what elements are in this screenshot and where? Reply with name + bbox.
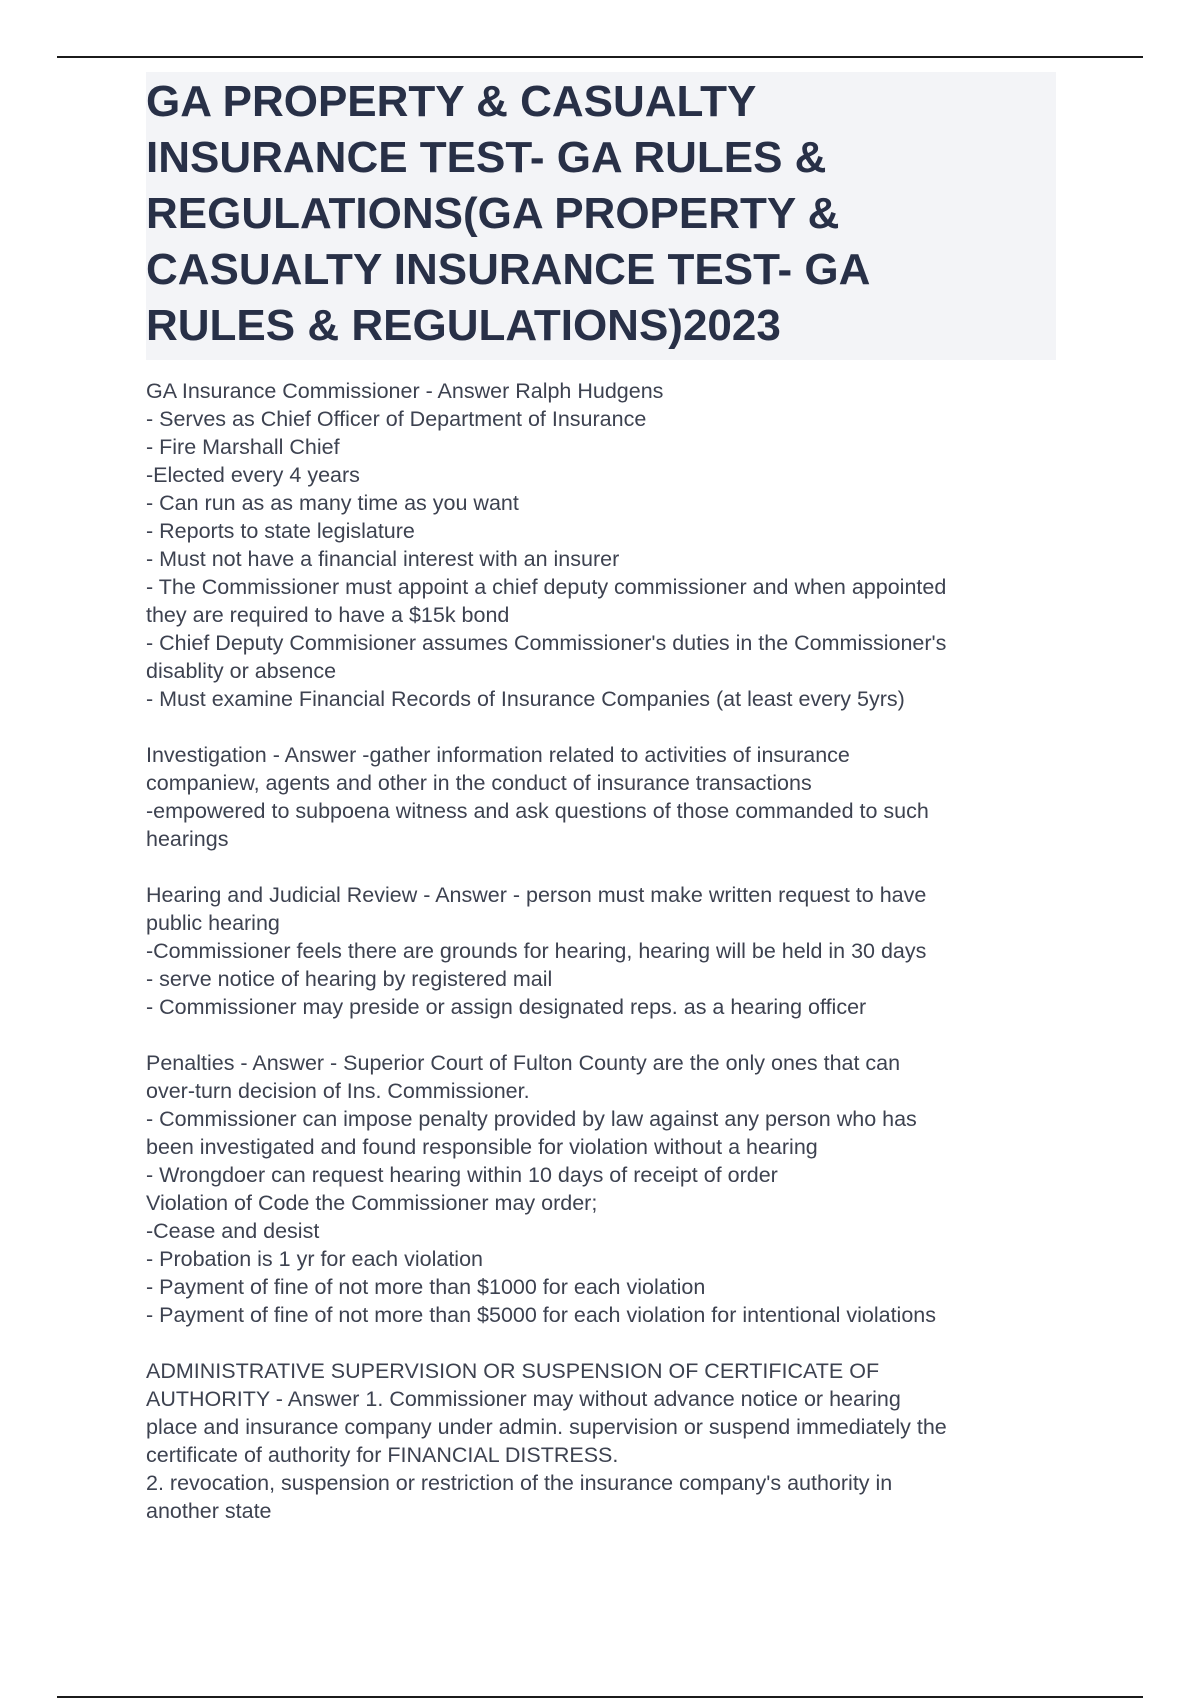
- text-line: - Payment of fine of not more than $1000 for each violation: [146, 1275, 706, 1299]
- section-penalties: [146, 1049, 1066, 1329]
- title-line: RULES & REGULATIONS)2023: [146, 301, 781, 350]
- title-line: CASUALTY INSURANCE TEST- GA: [146, 245, 871, 294]
- text-line: - serve notice of hearing by registered mail: [146, 967, 553, 991]
- text-line: disablity or absence: [146, 659, 337, 683]
- text-line: they are required to have a $15k bond: [146, 603, 510, 627]
- text-line: -empowered to subpoena witness and ask questions of those commanded to such: [146, 799, 929, 823]
- text-line: AUTHORITY - Answer 1. Commissioner may without advance notice or hearing: [146, 1387, 901, 1411]
- text-line: - Chief Deputy Commisioner assumes Commissioner's duties in the Commissioner's: [146, 631, 947, 655]
- text-line: - Reports to state legislature: [146, 519, 415, 543]
- text-line: another state: [146, 1499, 272, 1523]
- text-line: Hearing and Judicial Review - Answer - person must make written request to have: [146, 883, 927, 907]
- text-line: - Must examine Financial Records of Insurance Companies (at least every 5yrs): [146, 687, 905, 711]
- title-line: REGULATIONS(GA PROPERTY &: [146, 189, 840, 238]
- text-line: Investigation - Answer -gather information related to activities of insurance: [146, 743, 850, 767]
- text-line: - Fire Marshall Chief: [146, 435, 340, 459]
- section-commissioner: [146, 377, 1066, 713]
- text-line: over-turn decision of Ins. Commissioner.: [146, 1079, 530, 1103]
- text-line: - Payment of fine of not more than $5000 for each violation for intentional violations: [146, 1303, 936, 1327]
- text-line: Violation of Code the Commissioner may order;: [146, 1191, 598, 1215]
- title-line: GA PROPERTY & CASUALTY: [146, 77, 757, 126]
- text-line: public hearing: [146, 911, 280, 935]
- text-line: - The Commissioner must appoint a chief deputy commissioner and when appointed: [146, 575, 947, 599]
- text-line: GA Insurance Commissioner - Answer Ralph Hudgens: [146, 379, 664, 403]
- document-body: [146, 377, 1066, 1553]
- text-line: -Cease and desist: [146, 1219, 320, 1243]
- text-line: -Commissioner feels there are grounds for hearing, hearing will be held in 30 days: [146, 939, 927, 963]
- bottom-rule: [57, 1696, 1143, 1698]
- section-administrative-supervision: [146, 1357, 1066, 1525]
- text-line: - Wrongdoer can request hearing within 10 days of receipt of order: [146, 1163, 778, 1187]
- text-line: - Commissioner can impose penalty provided by law against any person who has: [146, 1107, 917, 1131]
- section-investigation: [146, 741, 1066, 853]
- text-line: - Probation is 1 yr for each violation: [146, 1247, 483, 1271]
- text-line: companiew, agents and other in the conduct of insurance transactions: [146, 771, 812, 795]
- title-line: INSURANCE TEST- GA RULES &: [146, 133, 827, 182]
- top-rule: [57, 56, 1143, 58]
- text-line: - Serves as Chief Officer of Department of Insurance: [146, 407, 647, 431]
- text-line: 2. revocation, suspension or restriction of the insurance company's authority in: [146, 1471, 893, 1495]
- text-line: - Can run as as many time as you want: [146, 491, 519, 515]
- text-line: - Commissioner may preside or assign designated reps. as a hearing officer: [146, 995, 867, 1019]
- text-line: -Elected every 4 years: [146, 463, 360, 487]
- text-line: hearings: [146, 827, 229, 851]
- text-line: Penalties - Answer - Superior Court of Fulton County are the only ones that can: [146, 1051, 901, 1075]
- text-line: been investigated and found responsible for violation without a hearing: [146, 1135, 818, 1159]
- text-line: ADMINISTRATIVE SUPERVISION OR SUSPENSION OF CERTIFICATE OF: [146, 1359, 880, 1383]
- text-line: - Must not have a financial interest with an insurer: [146, 547, 620, 571]
- section-hearing: [146, 881, 1066, 1021]
- document-title: [146, 72, 1056, 360]
- text-line: certificate of authority for FINANCIAL DISTRESS.: [146, 1443, 619, 1467]
- text-line: place and insurance company under admin. supervision or suspend immediately the: [146, 1415, 947, 1439]
